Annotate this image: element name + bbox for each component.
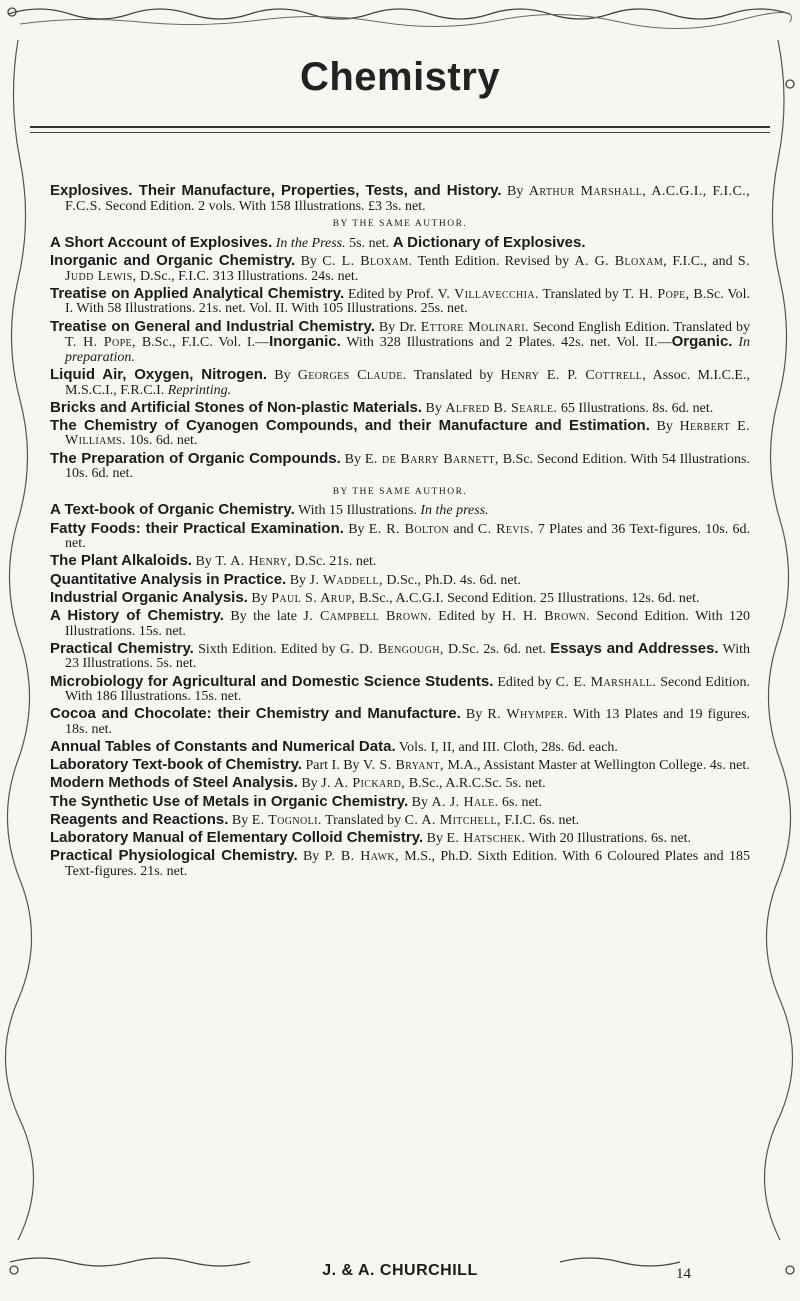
same-author-label: BY THE SAME AUTHOR. bbox=[332, 486, 468, 497]
list-item: Modern Methods of Steel Analysis. By J. A. Pickard, B.Sc., A.R.C.Sc. 5s. net. bbox=[50, 774, 546, 792]
list-item: Cocoa and Chocolate: their Chemistry and Manufacture. By R. Whymper. With 13 Plates and 19 figures. 18s. net. bbox=[50, 705, 751, 737]
page-title: Chemistry bbox=[299, 55, 501, 99]
list-item: Reagents and Reactions. By E. Tognoli. Translated by C. A. Mitchell, F.I.C. 6s. net. bbox=[50, 810, 580, 828]
list-item: The Preparation of Organic Compounds. By E. de Barry Barnett, B.Sc. Second Edition. With 54 Illustrations. 10s. 6d. net. bbox=[50, 449, 750, 482]
list-item: Treatise on General and Industrial Chemistry. By Dr. Ettore Molinari. Second English Edition. Translated by T. H. Pope, B.Sc., F.I.C. Vol. I.—Inorganic. With 328 Illustrations and 2 Plates. 42s. net. Vol. II.—Organic. In preparation. bbox=[50, 317, 751, 365]
list-item: A History of Chemistry. By the late J. Campbell Brown. Edited by H. H. Brown. Second Edition. With 120 Illustrations. 15s. net. bbox=[50, 606, 751, 639]
title-rule bbox=[30, 126, 770, 128]
list-item: A Short Account of Explosives. In the Press. 5s. net. A Dictionary of Explosives. bbox=[50, 233, 586, 251]
list-item: The Synthetic Use of Metals in Organic Chemistry. By A. J. Hale. 6s. net. bbox=[50, 792, 543, 810]
list-item: Laboratory Manual of Elementary Colloid Chemistry. By E. Hatschek. With 20 Illustrations. 6s. net. bbox=[50, 829, 692, 847]
title-rule-thin bbox=[30, 132, 770, 133]
publisher-imprint: J. & A. CHURCHILL bbox=[322, 1262, 478, 1279]
same-author-label: BY THE SAME AUTHOR. bbox=[332, 219, 468, 230]
list-item: Treatise on Applied Analytical Chemistry. Edited by Prof. V. Villavecchia. Translated by T. H. Pope, B.Sc. Vol. I. With 58 Illustrations. 21s. net. Vol. II. With 105 Illustrations. 25s. net. bbox=[50, 284, 751, 317]
list-item: The Plant Alkaloids. By T. A. Henry, D.Sc. 21s. net. bbox=[50, 552, 377, 570]
list-item: Annual Tables of Constants and Numerical Data. Vols. I, II, and III. Cloth, 28s. 6d. each. bbox=[50, 738, 618, 756]
list-item: Bricks and Artificial Stones of Non-plastic Materials. By Alfred B. Searle. 65 Illustrations. 8s. 6d. net. bbox=[50, 398, 714, 416]
list-item: The Chemistry of Cyanogen Compounds, and their Manufacture and Estimation. By Herbert E. Williams. 10s. 6d. net. bbox=[50, 416, 750, 449]
book-list bbox=[50, 184, 750, 882]
list-item: Liquid Air, Oxygen, Nitrogen. By Georges Claude. Translated by Henry E. P. Cottrell, Assoc. M.I.C.E., M.S.C.I., F.R.C.I. Reprinting. bbox=[50, 365, 750, 398]
list-item: Microbiology for Agricultural and Domestic Science Students. Edited by C. E. Marshall. Second Edition. With 186 Illustrations. 15s. net. bbox=[50, 672, 750, 705]
page-number: 14 bbox=[676, 1266, 691, 1282]
list-item: Industrial Organic Analysis. By Paul S. Arup, B.Sc., A.C.G.I. Second Edition. 25 Illustrations. 12s. 6d. net. bbox=[50, 588, 700, 606]
list-item: A Text-book of Organic Chemistry. With 15 Illustrations. In the press. bbox=[50, 501, 489, 519]
list-item: Explosives. Their Manufacture, Properties, Tests, and History. By Arthur Marshall, A.C.G.I., F.I.C., F.C.S. Second Edition. 2 vols. With 158 Illustrations. £3 3s. net. bbox=[50, 182, 750, 214]
list-item: Fatty Foods: their Practical Examination. By E. R. Bolton and C. Revis. 7 Plates and 36 Text-figures. 10s. 6d. net. bbox=[50, 519, 750, 552]
list-item: Practical Physiological Chemistry. By P. B. Hawk, M.S., Ph.D. Sixth Edition. With 6 Coloured Plates and 185 Text-figures. 21s. net. bbox=[50, 847, 751, 879]
list-item: Practical Chemistry. Sixth Edition. Edited by G. D. Bengough, D.Sc. 2s. 6d. net. Essays and Addresses. With 23 Illustrations. 5s. net. bbox=[50, 639, 750, 672]
list-item: Inorganic and Organic Chemistry. By C. L. Bloxam. Tenth Edition. Revised by A. G. Bloxam, F.I.C., and S. Judd Lewis, D.Sc., F.I.C. 313 Illustrations. 24s. net. bbox=[50, 251, 750, 284]
list-item: Laboratory Text-book of Chemistry. Part I. By V. S. Bryant, M.A., Assistant Master at Wellington College. 4s. net. bbox=[50, 756, 750, 774]
list-item: Quantitative Analysis in Practice. By J. Waddell, D.Sc., Ph.D. 4s. 6d. net. bbox=[50, 570, 521, 588]
